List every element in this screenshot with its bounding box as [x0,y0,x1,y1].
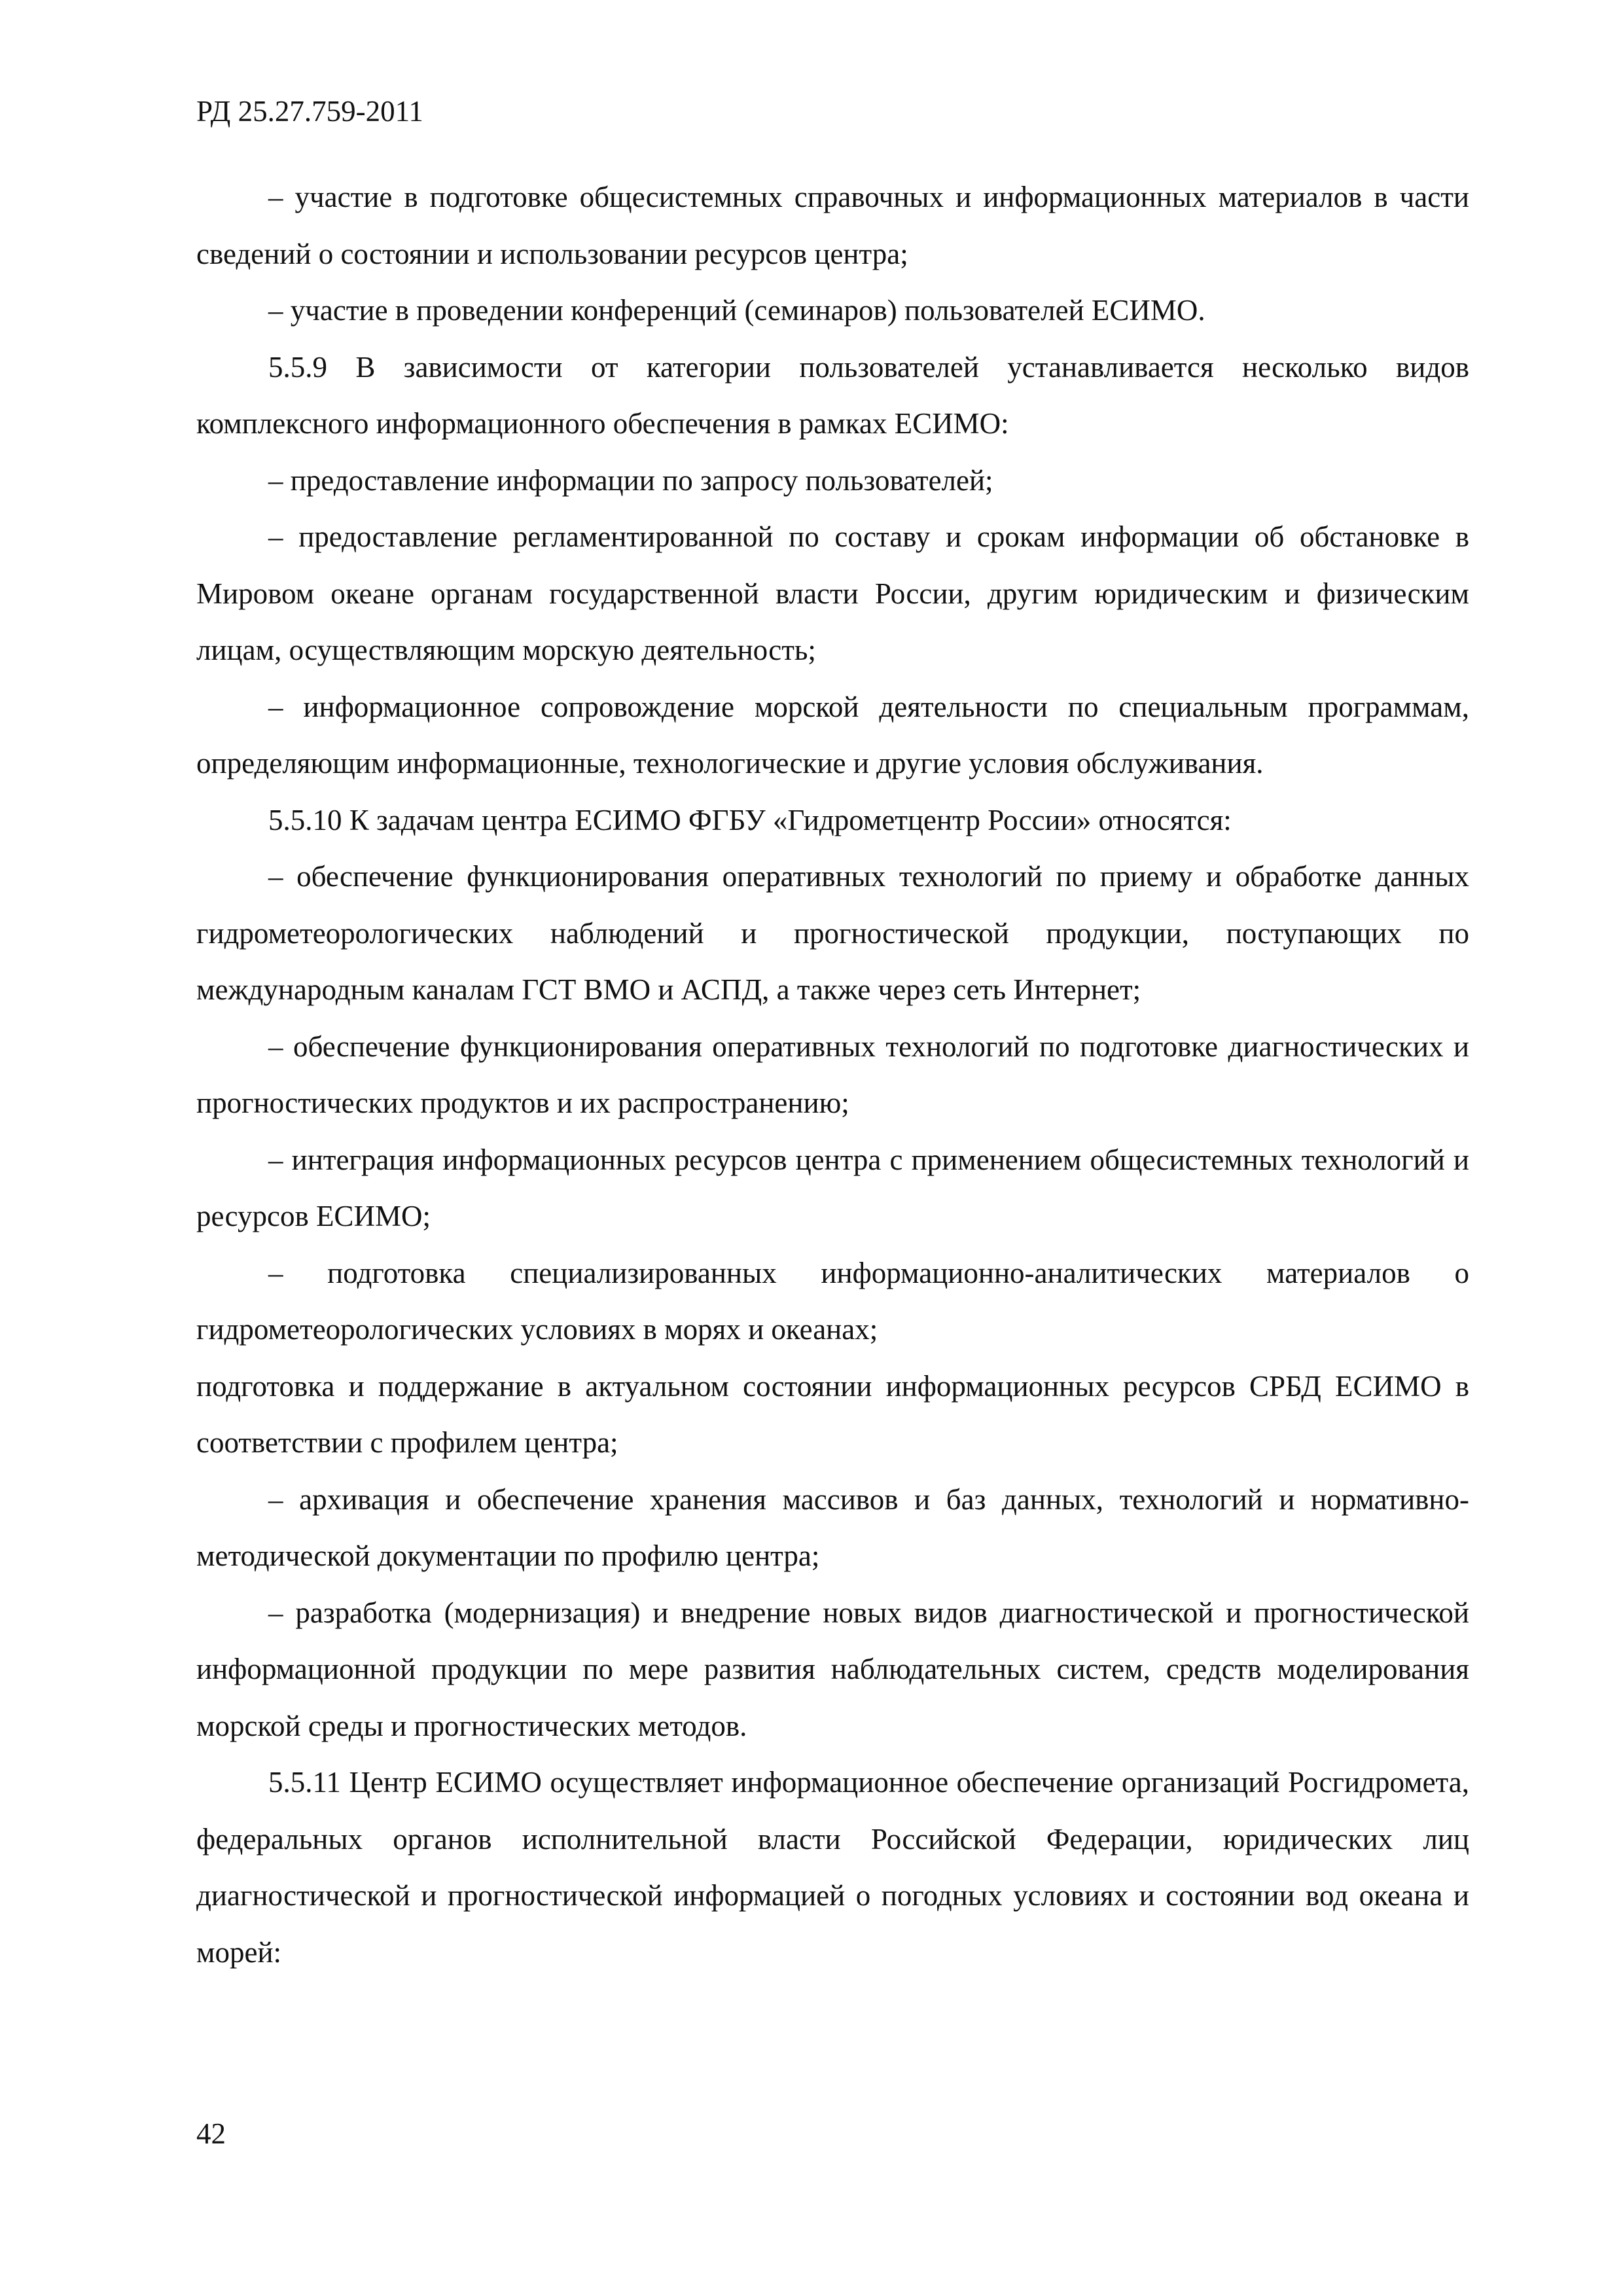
page-number: 42 [196,2117,226,2150]
document-header: РД 25.27.759-2011 [196,95,423,128]
paragraph-7: 5.5.10 К задачам центра ЕСИМО ФГБУ «Гидрометцентр России» относятся: [268,803,1232,836]
paragraph-14: – разработка (модернизация) и внедрение новых видов диагностической и прогностической информационной продукции по мере развития наблюдательных систем, средств моделирования морской среды и прогностических методов. [196,1596,1469,1742]
document-body [196,169,1469,1981]
paragraph-15: 5.5.11 Центр ЕСИМО осуществляет информационное обеспечение организаций Росгидромета, федеральных органов исполнительной власти Российской Федерации, юридических лиц диагностической и прогностической информацией о погодных условиях и состоянии вод океана и морей: [196,1766,1469,1969]
paragraph-4: – предоставление информации по запросу пользователей; [268,463,993,497]
paragraph-6: – информационное сопровождение морской деятельности по специальным программам, определяющим информационные, технологические и другие условия обслуживания. [196,690,1469,780]
paragraph-2: – участие в проведении конференций (семинаров) пользователей ЕСИМО. [268,294,1205,327]
paragraph-13: – архивация и обеспечение хранения массивов и баз данных, технологий и нормативно-методической документации по профилю центра; [196,1482,1469,1572]
paragraph-8: – обеспечение функционирования оперативных технологий по приему и обработке данных гидрометеорологических наблюдений и прогностической продукции, поступающих по международным каналам ГСТ ВМО и АСПД, а также через сеть Интернет; [196,860,1469,1006]
paragraph-10: – интеграция информационных ресурсов центра с применением общесистемных технологий и ресурсов ЕСИМО; [196,1143,1469,1232]
paragraph-11: – подготовка специализированных информационно-аналитических материалов о гидрометеорологических условиях в морях и океанах; [196,1256,1469,1346]
paragraph-12: подготовка и поддержание в актуальном состоянии информационных ресурсов СРБД ЕСИМО в соответствии с профилем центра; [196,1369,1469,1459]
paragraph-5: – предоставление регламентированной по составу и срокам информации об обстановке в Мировом океане органам государственной власти России, другим юридическим и физическим лицам, осуществляющим морскую деятельность; [196,520,1469,666]
paragraph-9: – обеспечение функционирования оперативных технологий по подготовке диагностических и прогностических продуктов и их распространению; [196,1030,1469,1119]
paragraph-3: 5.5.9 В зависимости от категории пользователей устанавливается несколько видов комплексного информационного обеспечения в рамках ЕСИМО: [196,350,1469,440]
paragraph-1: – участие в подготовке общесистемных справочных и информационных материалов в части сведений о состоянии и использовании ресурсов центра; [196,181,1469,270]
